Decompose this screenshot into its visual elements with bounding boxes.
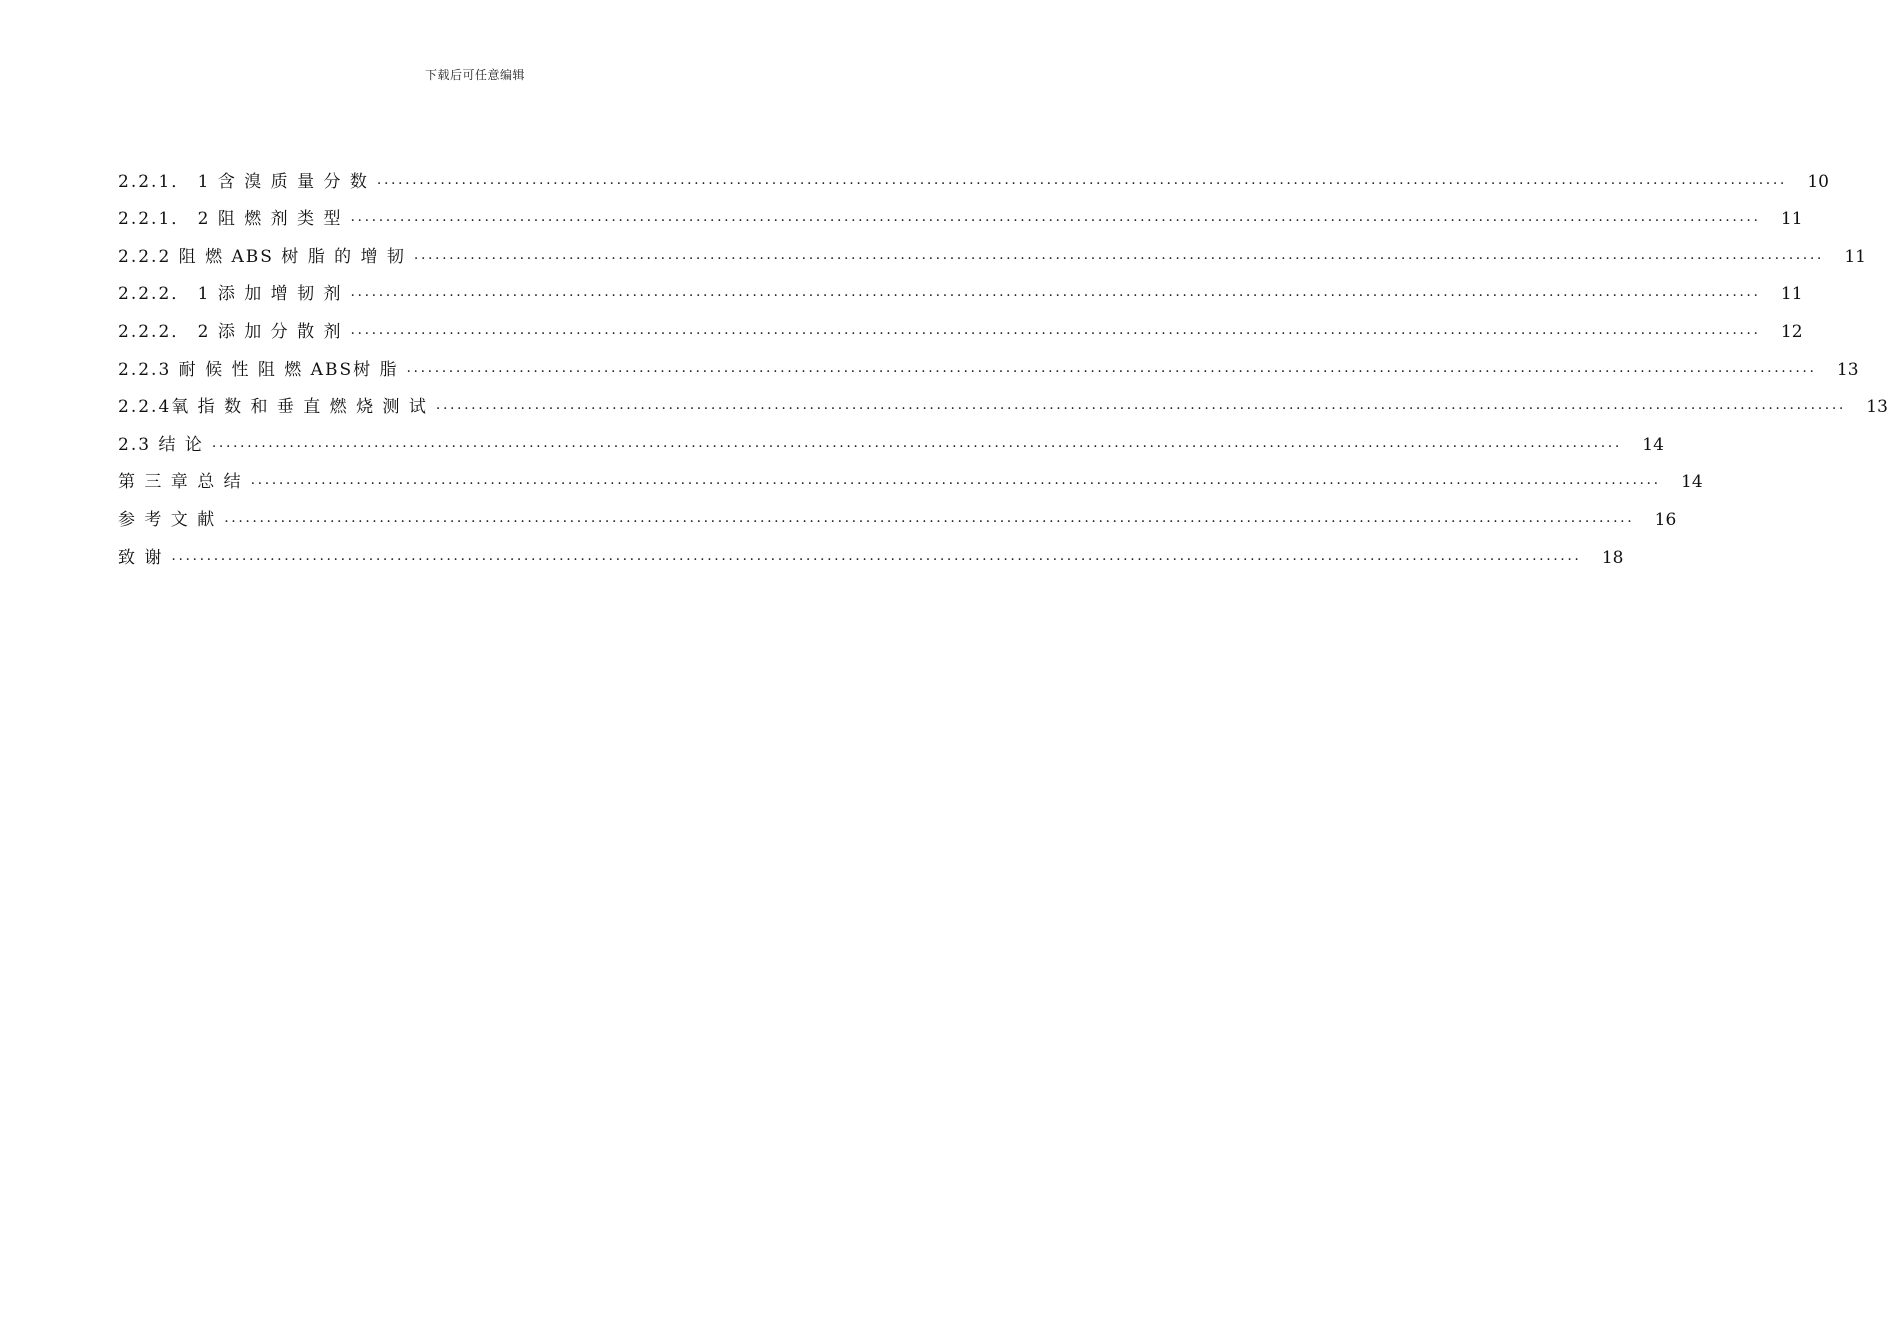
toc-entry-page: 11	[1844, 246, 1866, 267]
page-header: 下载后可任意编辑	[424, 68, 525, 82]
toc-dot-leader: ........................................................................................................................................................................................................	[350, 209, 1761, 226]
toc-entry[interactable]	[118, 346, 1859, 384]
toc-entry-page: 13	[1866, 397, 1888, 418]
toc-entry-page: 10	[1807, 171, 1829, 192]
toc-entry-title: 参 考 文 献	[118, 509, 217, 530]
toc-entry[interactable]	[118, 308, 1803, 346]
toc-entry-title: 第 三 章 总 结	[118, 472, 243, 493]
toc-entry-title: 2.2.2． 2 添 加 分 散 剂	[118, 321, 343, 342]
toc-entry-page: 16	[1654, 509, 1677, 530]
toc-entry-page: 11	[1780, 209, 1803, 230]
toc-entry[interactable]	[118, 158, 1829, 196]
toc-entry-title: 2.2.3 耐 候 性 阻 燃 ABS树 脂	[118, 359, 399, 380]
toc-entry-page: 13	[1836, 359, 1859, 380]
toc-entry[interactable]	[118, 233, 1866, 271]
toc-entry-page: 11	[1780, 284, 1803, 305]
toc-entry-title: 2.2.2． 1 添 加 增 韧 剂	[118, 284, 343, 305]
toc-dot-leader: ........................................................................................................................................................................................................	[350, 284, 1761, 301]
toc-entry-title: 2.2.1． 2 阻 燃 剂 类 型	[118, 209, 343, 230]
toc-dot-leader: ........................................................................................................................................................................................................	[224, 509, 1635, 526]
toc-entry-title: 2.2.1． 1 含 溴 质 量 分 数	[118, 171, 369, 192]
toc-dot-leader: ........................................................................................................................................................................................................	[211, 434, 1622, 451]
toc-dot-leader: ........................................................................................................................................................................................................	[350, 321, 1761, 338]
toc-entry-page: 14	[1642, 434, 1664, 455]
toc-entry-page: 12	[1780, 321, 1803, 342]
toc-entry[interactable]	[118, 196, 1803, 234]
toc-dot-leader: ........................................................................................................................................................................................................	[413, 246, 1824, 263]
toc-dot-leader: ........................................................................................................................................................................................................	[250, 472, 1661, 489]
toc-entry-title: 2.2.4氧 指 数 和 垂 直 燃 烧 测 试	[118, 397, 428, 418]
toc-dot-leader: ........................................................................................................................................................................................................	[435, 397, 1846, 414]
toc-entry-title: 2.3 结 论	[118, 434, 204, 455]
toc-entry-title: 2.2.2 阻 燃 ABS 树 脂 的 增 韧	[118, 246, 406, 267]
toc-entry[interactable]	[118, 496, 1677, 534]
toc-entry-page: 14	[1681, 472, 1703, 493]
toc-dot-leader: ........................................................................................................................................................................................................	[171, 547, 1582, 564]
toc-dot-leader: ........................................................................................................................................................................................................	[376, 171, 1787, 188]
toc-entry-page: 18	[1601, 547, 1624, 568]
toc-entry[interactable]	[118, 271, 1803, 309]
toc-entry[interactable]	[118, 421, 1664, 459]
table-of-contents	[118, 158, 1888, 572]
toc-entry[interactable]	[118, 459, 1703, 497]
toc-entry[interactable]	[118, 534, 1624, 572]
toc-dot-leader: ........................................................................................................................................................................................................	[406, 359, 1817, 376]
toc-entry[interactable]	[118, 384, 1888, 422]
toc-entry-title: 致 谢	[118, 547, 164, 568]
